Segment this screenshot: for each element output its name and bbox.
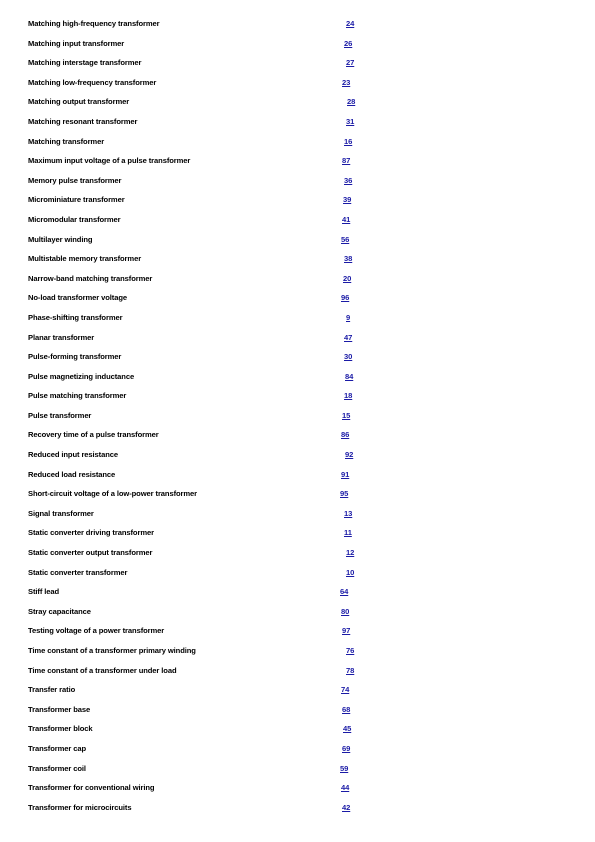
index-term: Recovery time of a pulse transformer [28, 430, 159, 440]
index-term: Multistable memory transformer [28, 254, 142, 264]
page-number-link[interactable]: 92 [345, 450, 354, 460]
index-term: Memory pulse transformer [28, 175, 122, 185]
index-entry [28, 389, 368, 409]
page-number-link[interactable]: 31 [346, 116, 355, 126]
index-entry [28, 154, 368, 174]
index-entry [28, 605, 368, 625]
page-number-link[interactable]: 36 [344, 175, 353, 185]
index-entry [28, 762, 368, 782]
index-entry [28, 801, 368, 821]
index-entry [28, 468, 368, 488]
index-term: Pulse magnetizing inductance [28, 371, 135, 381]
page-number-link[interactable]: 86 [341, 430, 350, 440]
page-number-link[interactable]: 15 [342, 410, 351, 420]
page-number-link[interactable]: 23 [342, 77, 351, 87]
page-number-link[interactable]: 27 [346, 58, 355, 68]
page-number-link[interactable]: 30 [344, 352, 353, 362]
index-entry [28, 487, 368, 507]
index-entry [28, 624, 368, 644]
index-entry [28, 331, 368, 351]
page-number-link[interactable]: 78 [346, 665, 355, 675]
page-number-link[interactable]: 97 [342, 626, 351, 636]
index-entry [28, 76, 368, 96]
index-term: Planar transformer [28, 332, 95, 342]
index-entry [28, 252, 368, 272]
page-number-link[interactable]: 18 [344, 391, 353, 401]
page-number-link[interactable]: 20 [343, 273, 352, 283]
index-term: Transformer block [28, 724, 93, 734]
index-entry [28, 664, 368, 684]
index-entry [28, 683, 368, 703]
index-term: Microminiature transformer [28, 195, 125, 205]
index-term: Testing voltage of a power transformer [28, 626, 165, 636]
index-entry [28, 742, 368, 762]
page-number-link[interactable]: 69 [342, 743, 351, 753]
index-term: Matching resonant transformer [28, 116, 138, 126]
index-term: Reduced input resistance [28, 450, 119, 460]
index-term: Narrow-band matching transformer [28, 273, 153, 283]
page-number-link[interactable]: 96 [341, 293, 350, 303]
index-entry [28, 95, 368, 115]
index-term: Multilayer winding [28, 234, 93, 244]
index-term: Matching high-frequency transformer [28, 19, 160, 28]
index-entry [28, 644, 368, 664]
index-entry [28, 781, 368, 801]
index-term: Reduced load resistance [28, 469, 116, 479]
index-term: Static converter driving transformer [28, 528, 154, 538]
index-entry [28, 703, 368, 723]
index-term: Transformer for microcircuits [28, 802, 132, 812]
page-number-link[interactable]: 11 [344, 528, 352, 538]
index-entry [28, 135, 368, 155]
index-term: Micromodular transformer [28, 214, 121, 224]
page-number-link[interactable]: 74 [341, 685, 350, 695]
index-term: Transformer cap [28, 743, 87, 753]
index-term: Static converter transformer [28, 567, 128, 577]
page-number-link[interactable]: 84 [345, 371, 354, 381]
page-number-link[interactable]: 10 [346, 567, 355, 577]
page-number-link[interactable]: 87 [342, 156, 351, 166]
page-number-link[interactable]: 9 [346, 312, 351, 322]
page-number-link[interactable]: 42 [342, 802, 351, 812]
page-number-link[interactable]: 38 [344, 254, 353, 264]
index-entry [28, 213, 368, 233]
index-term: Transfer ratio [28, 685, 76, 695]
page-number-link[interactable]: 16 [344, 136, 353, 146]
index-term: Transformer base [28, 704, 91, 714]
index-entry [28, 174, 368, 194]
index-entry [28, 272, 368, 292]
index-term: Transformer coil [28, 763, 86, 773]
index-term: Maximum input voltage of a pulse transformer [28, 156, 191, 166]
index-term: Time constant of a transformer primary winding [28, 646, 196, 655]
page-number-link[interactable]: 26 [344, 38, 353, 48]
index-term: Short-circuit voltage of a low-power transformer [28, 489, 198, 499]
index-entry [28, 370, 368, 390]
index-entry [28, 291, 368, 311]
index-entry [28, 585, 368, 605]
page-number-link[interactable]: 45 [343, 724, 352, 734]
index-entry [28, 115, 368, 135]
page-number-link[interactable]: 24 [346, 19, 355, 28]
page-number-link[interactable]: 44 [341, 783, 350, 793]
index-term: Stiff lead [28, 587, 60, 597]
index-term: Matching input transformer [28, 38, 125, 48]
index-term: Pulse matching transformer [28, 391, 127, 401]
index-term: Time constant of a transformer under load [28, 665, 177, 675]
index-list [28, 17, 368, 820]
page-number-link[interactable]: 12 [346, 548, 355, 558]
index-entry [28, 722, 368, 742]
index-entry [28, 566, 368, 586]
page-number-link[interactable]: 64 [340, 587, 349, 597]
page-number-link[interactable]: 80 [341, 606, 350, 616]
index-term: Phase-shifting transformer [28, 312, 123, 322]
index-term: Transformer for conventional wiring [28, 783, 155, 793]
index-term: Stray capacitance [28, 606, 91, 616]
index-entry [28, 448, 368, 468]
index-entry [28, 428, 368, 448]
page-number-link[interactable]: 95 [340, 489, 349, 499]
page-number-link[interactable]: 68 [342, 704, 351, 714]
page-number-link[interactable]: 91 [341, 469, 350, 479]
index-entry [28, 350, 368, 370]
index-term: Signal transformer [28, 508, 94, 518]
index-entry [28, 193, 368, 213]
index-entry [28, 37, 368, 57]
index-term: Matching interstage transformer [28, 58, 142, 68]
index-term: Matching output transformer [28, 97, 130, 107]
page-number-link[interactable]: 13 [344, 508, 353, 518]
index-term: Pulse transformer [28, 410, 92, 420]
index-entry [28, 409, 368, 429]
index-entry [28, 56, 368, 76]
page-number-link[interactable]: 39 [343, 195, 352, 205]
page-number-link[interactable]: 56 [341, 234, 350, 244]
index-entry [28, 17, 368, 37]
page-number-link[interactable]: 76 [346, 646, 355, 655]
page-number-link[interactable]: 47 [344, 332, 353, 342]
index-entry [28, 546, 368, 566]
index-term: Matching transformer [28, 136, 105, 146]
page-number-link[interactable]: 59 [340, 763, 349, 773]
page-number-link[interactable]: 41 [342, 214, 351, 224]
index-entry [28, 233, 368, 253]
index-term: Static converter output transformer [28, 548, 153, 558]
page-number-link[interactable]: 28 [347, 97, 356, 107]
index-entry [28, 526, 368, 546]
index-term: Pulse-forming transformer [28, 352, 122, 362]
index-entry [28, 507, 368, 527]
index-entry [28, 311, 368, 331]
index-term: Matching low-frequency transformer [28, 77, 157, 87]
index-term: No-load transformer voltage [28, 293, 127, 303]
